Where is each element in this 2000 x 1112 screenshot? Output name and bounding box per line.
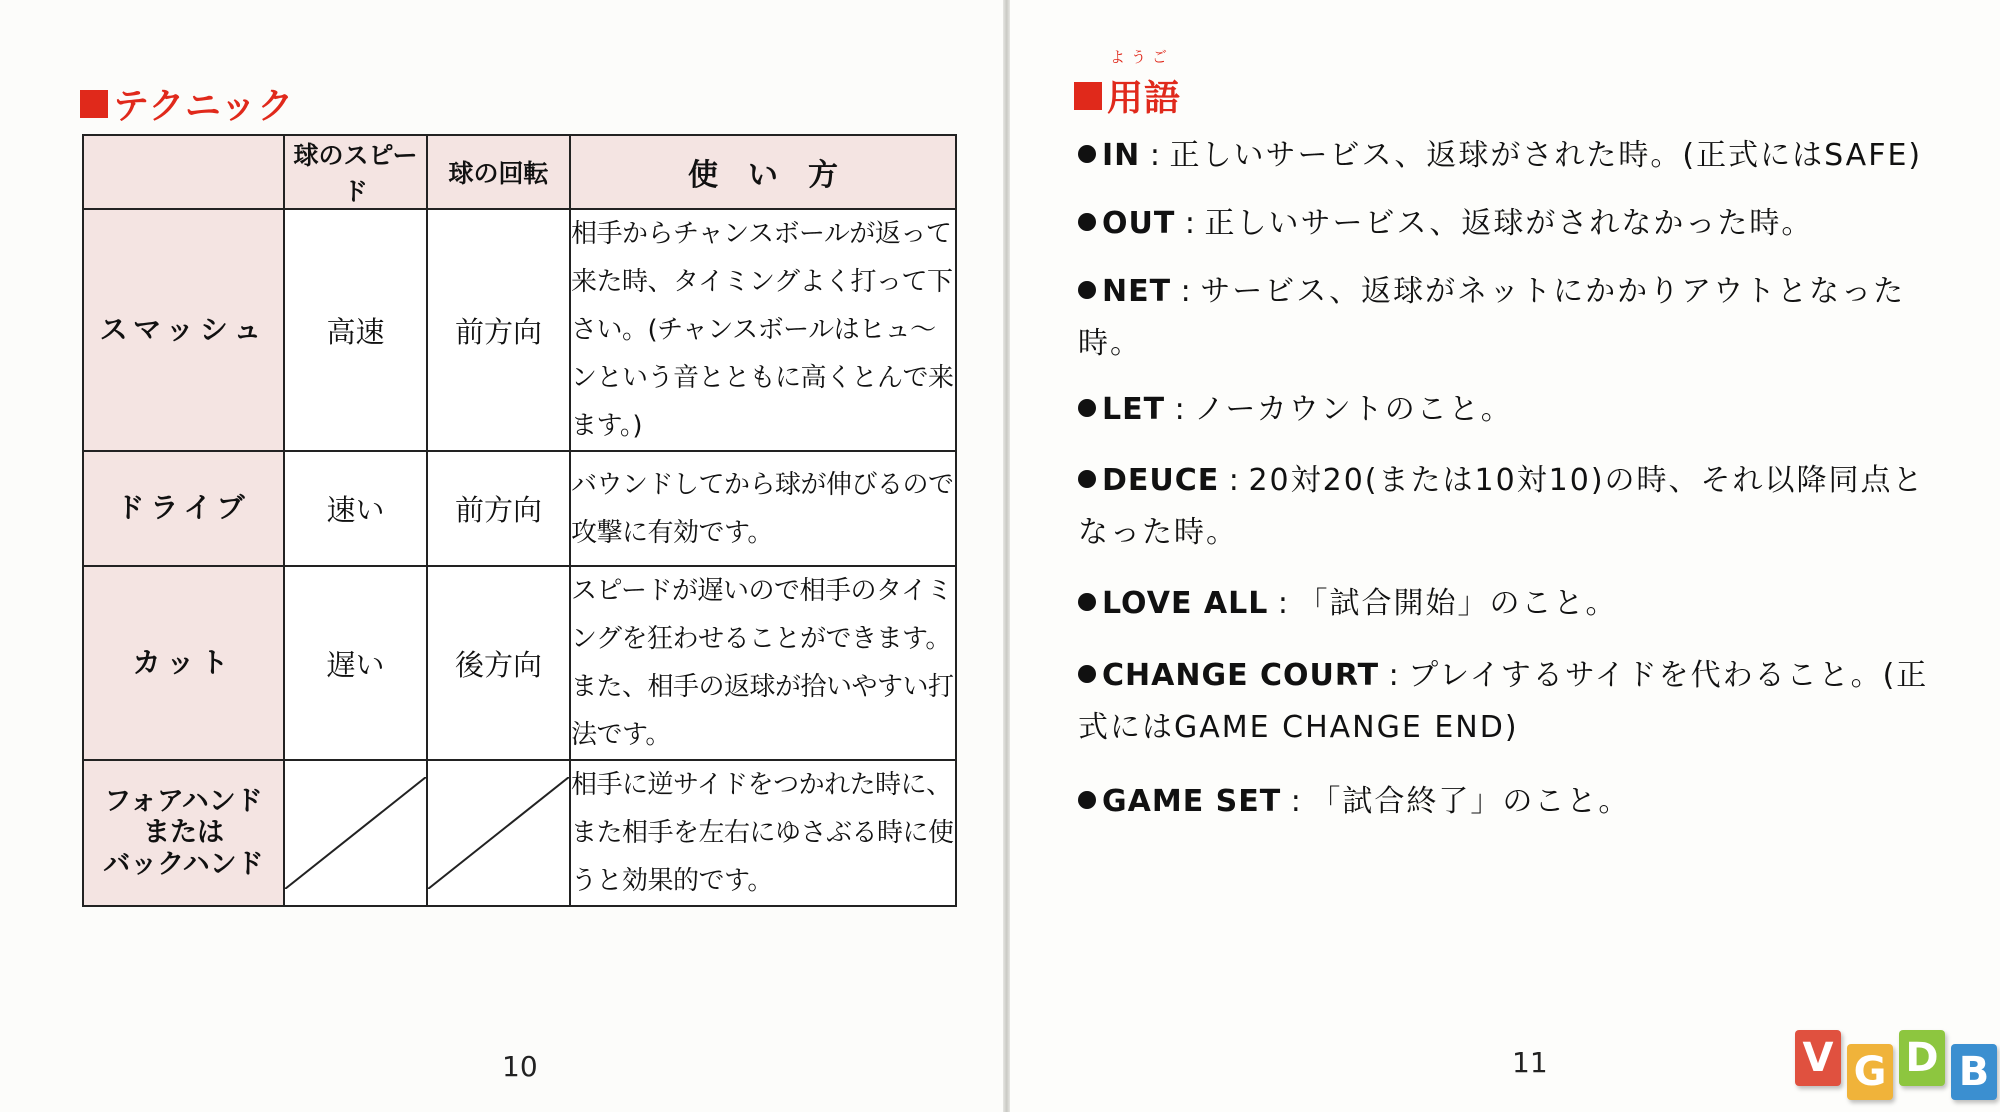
diagonal-slash bbox=[285, 777, 426, 889]
bullet-icon bbox=[1078, 470, 1096, 488]
speed-cell-blank bbox=[284, 760, 427, 906]
watermark-tile-g: G bbox=[1847, 1044, 1893, 1100]
title-ruby: ようご bbox=[1110, 48, 1174, 66]
list-item: OUT : 正しいサービス、返球がされなかった時。 bbox=[1078, 198, 1938, 250]
usage-cell: 相手からチャンスボールが返って来た時、タイミングよく打って下さい。(チャンスボールはヒュ～ンという音とともに高くとんで来ます。) bbox=[570, 209, 956, 451]
table-row bbox=[83, 451, 956, 566]
header-usage: 使 い 方 bbox=[570, 135, 956, 209]
usage-cell: バウンドしてから球が伸びるので攻撃に有効です。 bbox=[570, 451, 956, 566]
bullet-icon bbox=[1078, 593, 1096, 611]
list-item: NET : サービス、返球がネットにかかりアウトとなった時。 bbox=[1078, 274, 1906, 361]
table-row bbox=[83, 566, 956, 760]
bullet-icon bbox=[1078, 791, 1096, 809]
row-name-smash: スマッシュ bbox=[83, 209, 284, 451]
red-square-marker bbox=[1074, 82, 1102, 110]
spin-cell-blank bbox=[427, 760, 570, 906]
list-item: DEUCE : 20対20(または10対10)の時、それ以降同点となった時。 bbox=[1078, 463, 1925, 550]
watermark-tile-b: B bbox=[1951, 1044, 1997, 1100]
speed-cell: 高速 bbox=[284, 209, 427, 451]
list-item: CHANGE COURT : プレイするサイドを代わること。(正式にはGAME CHANGE END) bbox=[1078, 658, 1929, 745]
row-name-drive: ドライブ bbox=[83, 451, 284, 566]
table-row bbox=[83, 760, 956, 906]
spin-cell: 後方向 bbox=[427, 566, 570, 760]
technique-heading: テクニック bbox=[80, 78, 294, 129]
spin-cell: 前方向 bbox=[427, 209, 570, 451]
speed-cell: 遅い bbox=[284, 566, 427, 760]
glossary-heading: 用語 bbox=[1074, 70, 1181, 121]
watermark-tile-v: V bbox=[1795, 1030, 1841, 1086]
list-item: GAME SET : 「試合終了」のこと。 bbox=[1078, 776, 1938, 828]
bullet-icon bbox=[1078, 213, 1096, 231]
red-square-marker bbox=[80, 90, 108, 118]
watermark-tile-d: D bbox=[1899, 1030, 1945, 1086]
bullet-icon bbox=[1078, 145, 1096, 163]
table-row bbox=[83, 209, 956, 451]
table-header-row bbox=[83, 135, 956, 209]
page-number-left: 10 bbox=[502, 1050, 538, 1083]
bullet-icon bbox=[1078, 665, 1096, 683]
usage-cell: 相手に逆サイドをつかれた時に、また相手を左右にゆさぶる時に使うと効果的です。 bbox=[570, 760, 956, 906]
page-number-right: 11 bbox=[1512, 1046, 1548, 1079]
vgdb-watermark-logo bbox=[1795, 1030, 1997, 1100]
header-speed: 球のスピード bbox=[284, 135, 427, 209]
diagonal-slash bbox=[428, 777, 569, 889]
usage-cell: スピードが遅いので相手のタイミングを狂わせることができます。また、相手の返球が拾いやすい打法です。 bbox=[570, 566, 956, 760]
spin-cell: 前方向 bbox=[427, 451, 570, 566]
list-item: IN : 正しいサービス、返球がされた時。(正式にはSAFE) bbox=[1078, 130, 1938, 182]
speed-cell: 速い bbox=[284, 451, 427, 566]
bullet-icon bbox=[1078, 281, 1096, 299]
list-item: LOVE ALL : 「試合開始」のこと。 bbox=[1078, 578, 1938, 630]
bullet-icon bbox=[1078, 399, 1096, 417]
row-name-cut: カット bbox=[83, 566, 284, 760]
header-empty bbox=[83, 135, 284, 209]
header-spin: 球の回転 bbox=[427, 135, 570, 209]
list-item: LET : ノーカウントのこと。 bbox=[1078, 384, 1938, 436]
row-name-forehand-backhand: フォアハンド または バックハンド bbox=[83, 760, 284, 906]
technique-table bbox=[82, 134, 957, 907]
